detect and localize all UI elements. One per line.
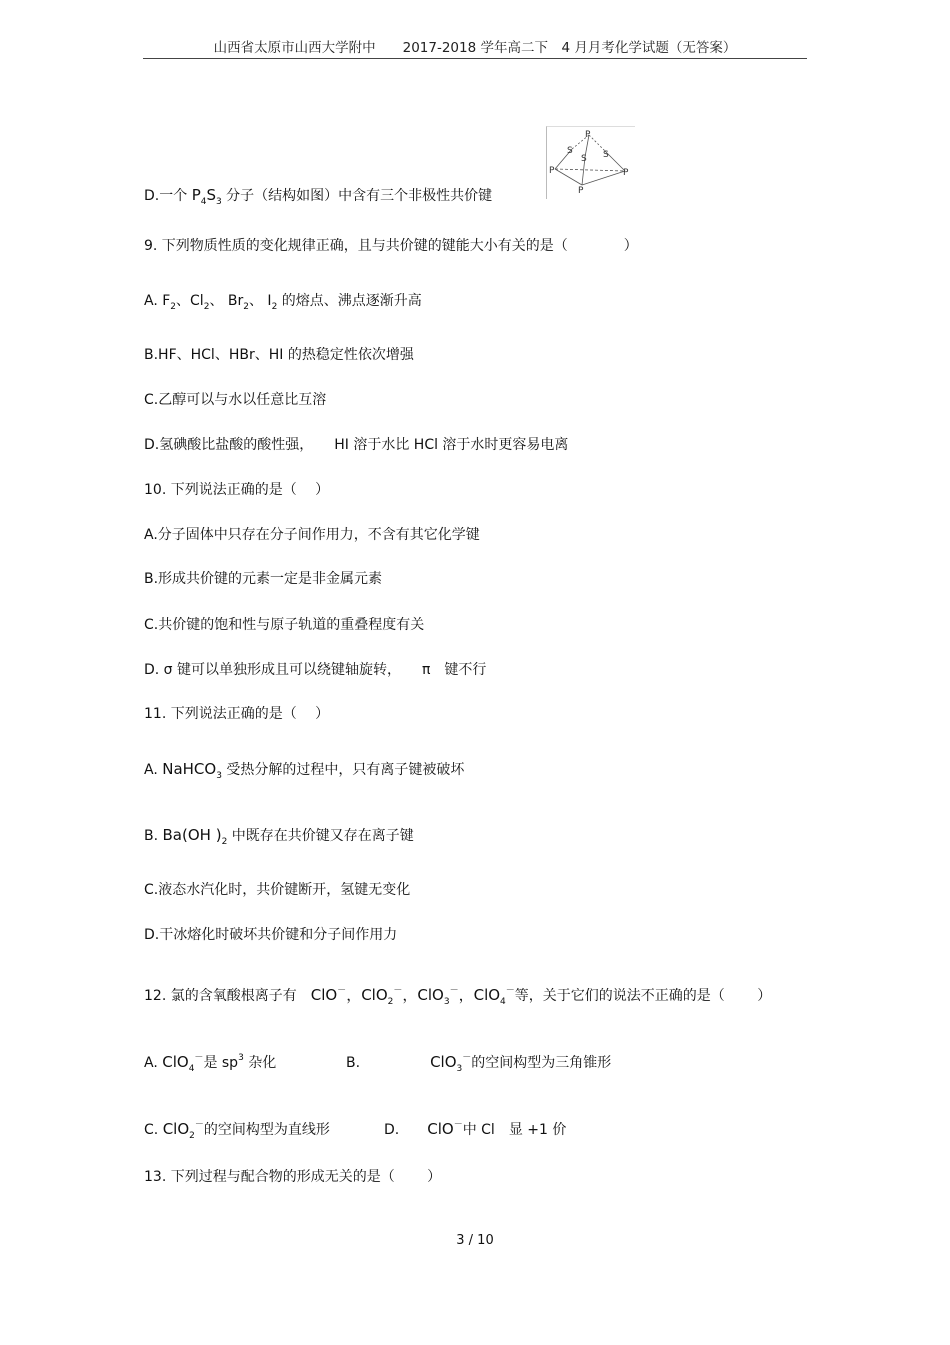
q12-option-a: A. ClO$_4$－是 $sp^3$ 杂化 xyxy=(144,1053,277,1074)
q12-stem: 12. 氯的含氧酸根离子有 ClO－，ClO$_2$－，ClO$_3$－，ClO$_4$－等，关于它们的说法不正确的是（ ） xyxy=(144,986,772,1007)
atom-label: S xyxy=(603,150,609,160)
q9-option-b: B.HF、HCl、HBr、HI 的热稳定性依次增强 xyxy=(144,347,414,363)
q9-option-c: C.乙醇可以与水以任意比互溶 xyxy=(144,392,327,408)
q10-option-b: B.形成共价键的元素一定是非金属元素 xyxy=(144,571,383,587)
header-divider xyxy=(143,58,807,59)
q11-option-d: D.干冰熔化时破坏共价键和分子间作用力 xyxy=(144,927,398,943)
q12-option-b: B. ClO$_3$－的空间构型为三角锥形 xyxy=(346,1053,612,1074)
atom-label: S xyxy=(581,154,587,164)
q11-option-c: C.液态水汽化时，共价键断开，氢键无变化 xyxy=(144,882,411,898)
q12-option-d: D. ClO－中 Cl 显 +1 价 xyxy=(384,1120,567,1138)
q12-option-c: C. ClO$_2$－的空间构型为直线形 xyxy=(144,1120,330,1141)
atom-label: P xyxy=(585,130,591,140)
page-number: 3 / 10 xyxy=(456,1233,494,1248)
q11-stem: 11. 下列说法正确的是（ ） xyxy=(144,706,330,722)
q10-option-a: A.分子固体中只存在分子间作用力，不含有其它化学键 xyxy=(144,527,480,543)
q13-stem: 13. 下列过程与配合物的形成无关的是（ ） xyxy=(144,1169,442,1185)
atom-label: S xyxy=(567,146,573,156)
q8-option-d: D.一个 $P_4S_3$ 分子（结构如图）中含有三个非极性共价键 xyxy=(144,186,493,207)
q10-option-c: C.共价键的饱和性与原子轨道的重叠程度有关 xyxy=(144,617,425,633)
q9-stem: 9. 下列物质性质的变化规律正确，且与共价键的键能大小有关的是（ ） xyxy=(144,238,638,254)
atom-label: P xyxy=(549,166,555,176)
q9-option-a: A. $F_2$、$Cl_2$、 $Br_2$、 $I_2$ 的熔点、沸点逐渐升高 xyxy=(144,293,422,312)
page-header: 山西省太原市山西大学附中 2017-2018 学年高二下 4 月月考化学试题（无答案） xyxy=(213,40,737,56)
q11-option-b: B. Ba(OH )$_2$ 中既存在共价键又存在离子键 xyxy=(144,826,414,847)
atom-label: P xyxy=(578,186,584,196)
q10-option-d: D. σ 键可以单独形成且可以绕键轴旋转， π 键不行 xyxy=(144,662,487,678)
atom-label: P xyxy=(623,168,629,178)
q10-stem: 10. 下列说法正确的是（ ） xyxy=(144,482,330,498)
q11-option-a: A. NaHCO$_3$ 受热分解的过程中，只有离子键被破坏 xyxy=(144,760,465,781)
q9-option-d: D.氢碘酸比盐酸的酸性强， HI 溶于水比 HCl 溶于水时更容易电离 xyxy=(144,437,569,453)
p4s3-structure-figure xyxy=(546,126,635,199)
